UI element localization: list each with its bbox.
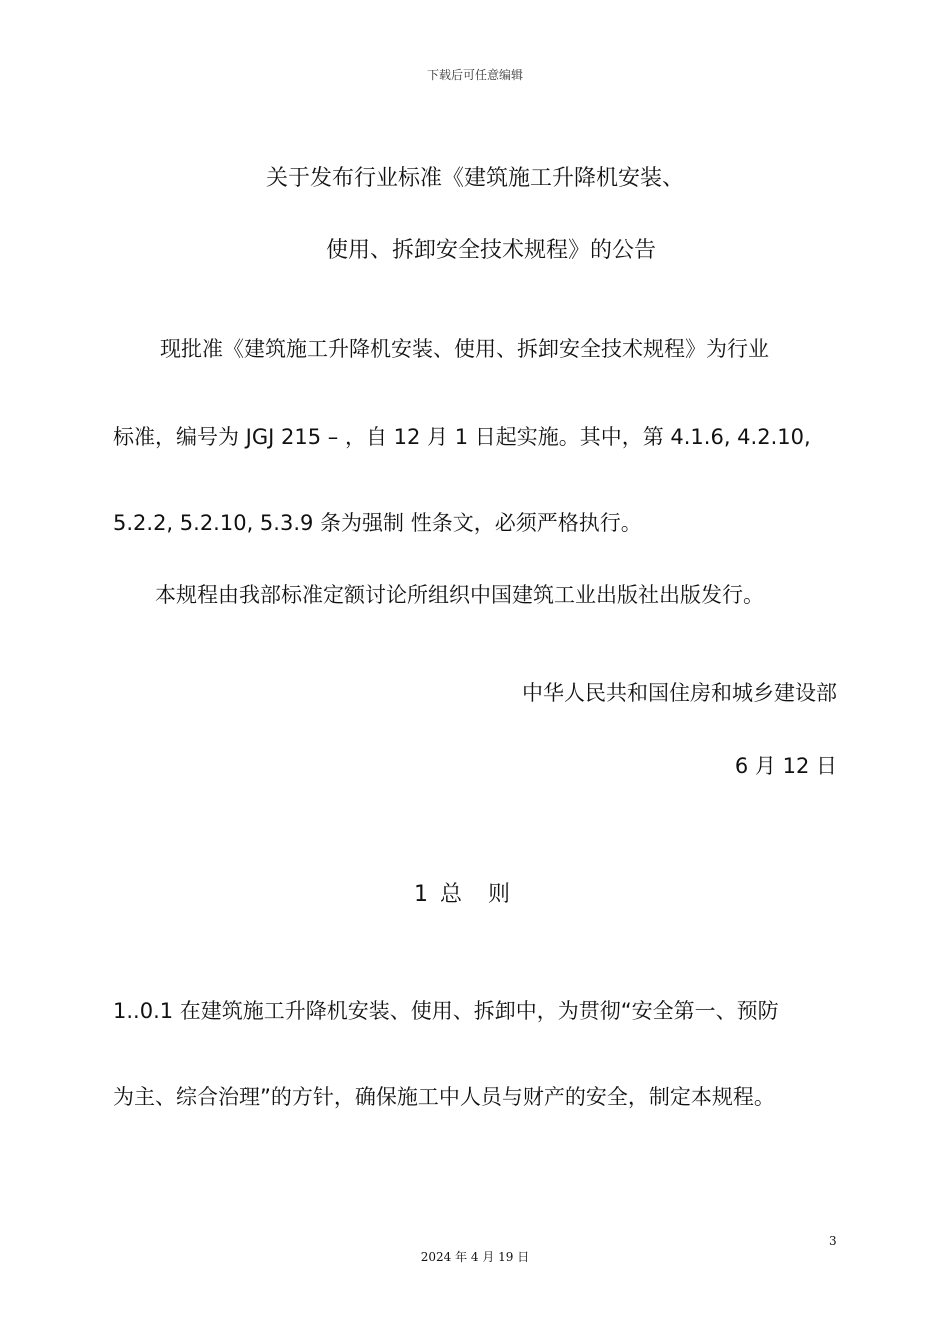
announcement-paragraph-1-line-3: 5.2.2, 5.2.10, 5.3.9 条为强制 性条文，必须严格执行。 <box>113 511 642 535</box>
announcement-title-line-1: 关于发布行业标准《建筑施工升降机安装、 <box>265 166 684 191</box>
announcement-paragraph-1-line-2: 标准，编号为 JGJ 215 – ，自 12 月 1 日起实施。其中，第 4.1.6, 4.2.10, <box>113 425 811 449</box>
section-heading <box>0 877 950 908</box>
footer-date: 2024 年 4 月 19 日 <box>420 1250 530 1264</box>
page-number: 3 <box>829 1234 837 1248</box>
clause-1-0-1-line-1: 1..0.1 在建筑施工升降机安装、使用、拆卸中，为贯彻“安全第一、预防 <box>113 999 779 1023</box>
section-number: 1 <box>413 882 430 907</box>
announcement-title-line-2: 使用、拆卸安全技术规程》的公告 <box>326 238 657 263</box>
header-note: 下载后可任意编辑 <box>426 68 523 82</box>
announcement-paragraph-1-line-1: 现批准《建筑施工升降机安装、使用、拆卸安全技术规程》为行业 <box>160 337 769 361</box>
clause-1-0-1-line-2: 为主、综合治理”的方针，确保施工中人员与财产的安全，制定本规程。 <box>113 1085 775 1109</box>
section-title: 总则 <box>439 882 536 907</box>
signature-organization: 中华人民共和国住房和城乡建设部 <box>522 681 837 705</box>
signature-date: 6 月 12 日 <box>734 754 837 778</box>
announcement-paragraph-2: 本规程由我部标准定额讨论所组织中国建筑工业出版社出版发行。 <box>155 583 764 607</box>
